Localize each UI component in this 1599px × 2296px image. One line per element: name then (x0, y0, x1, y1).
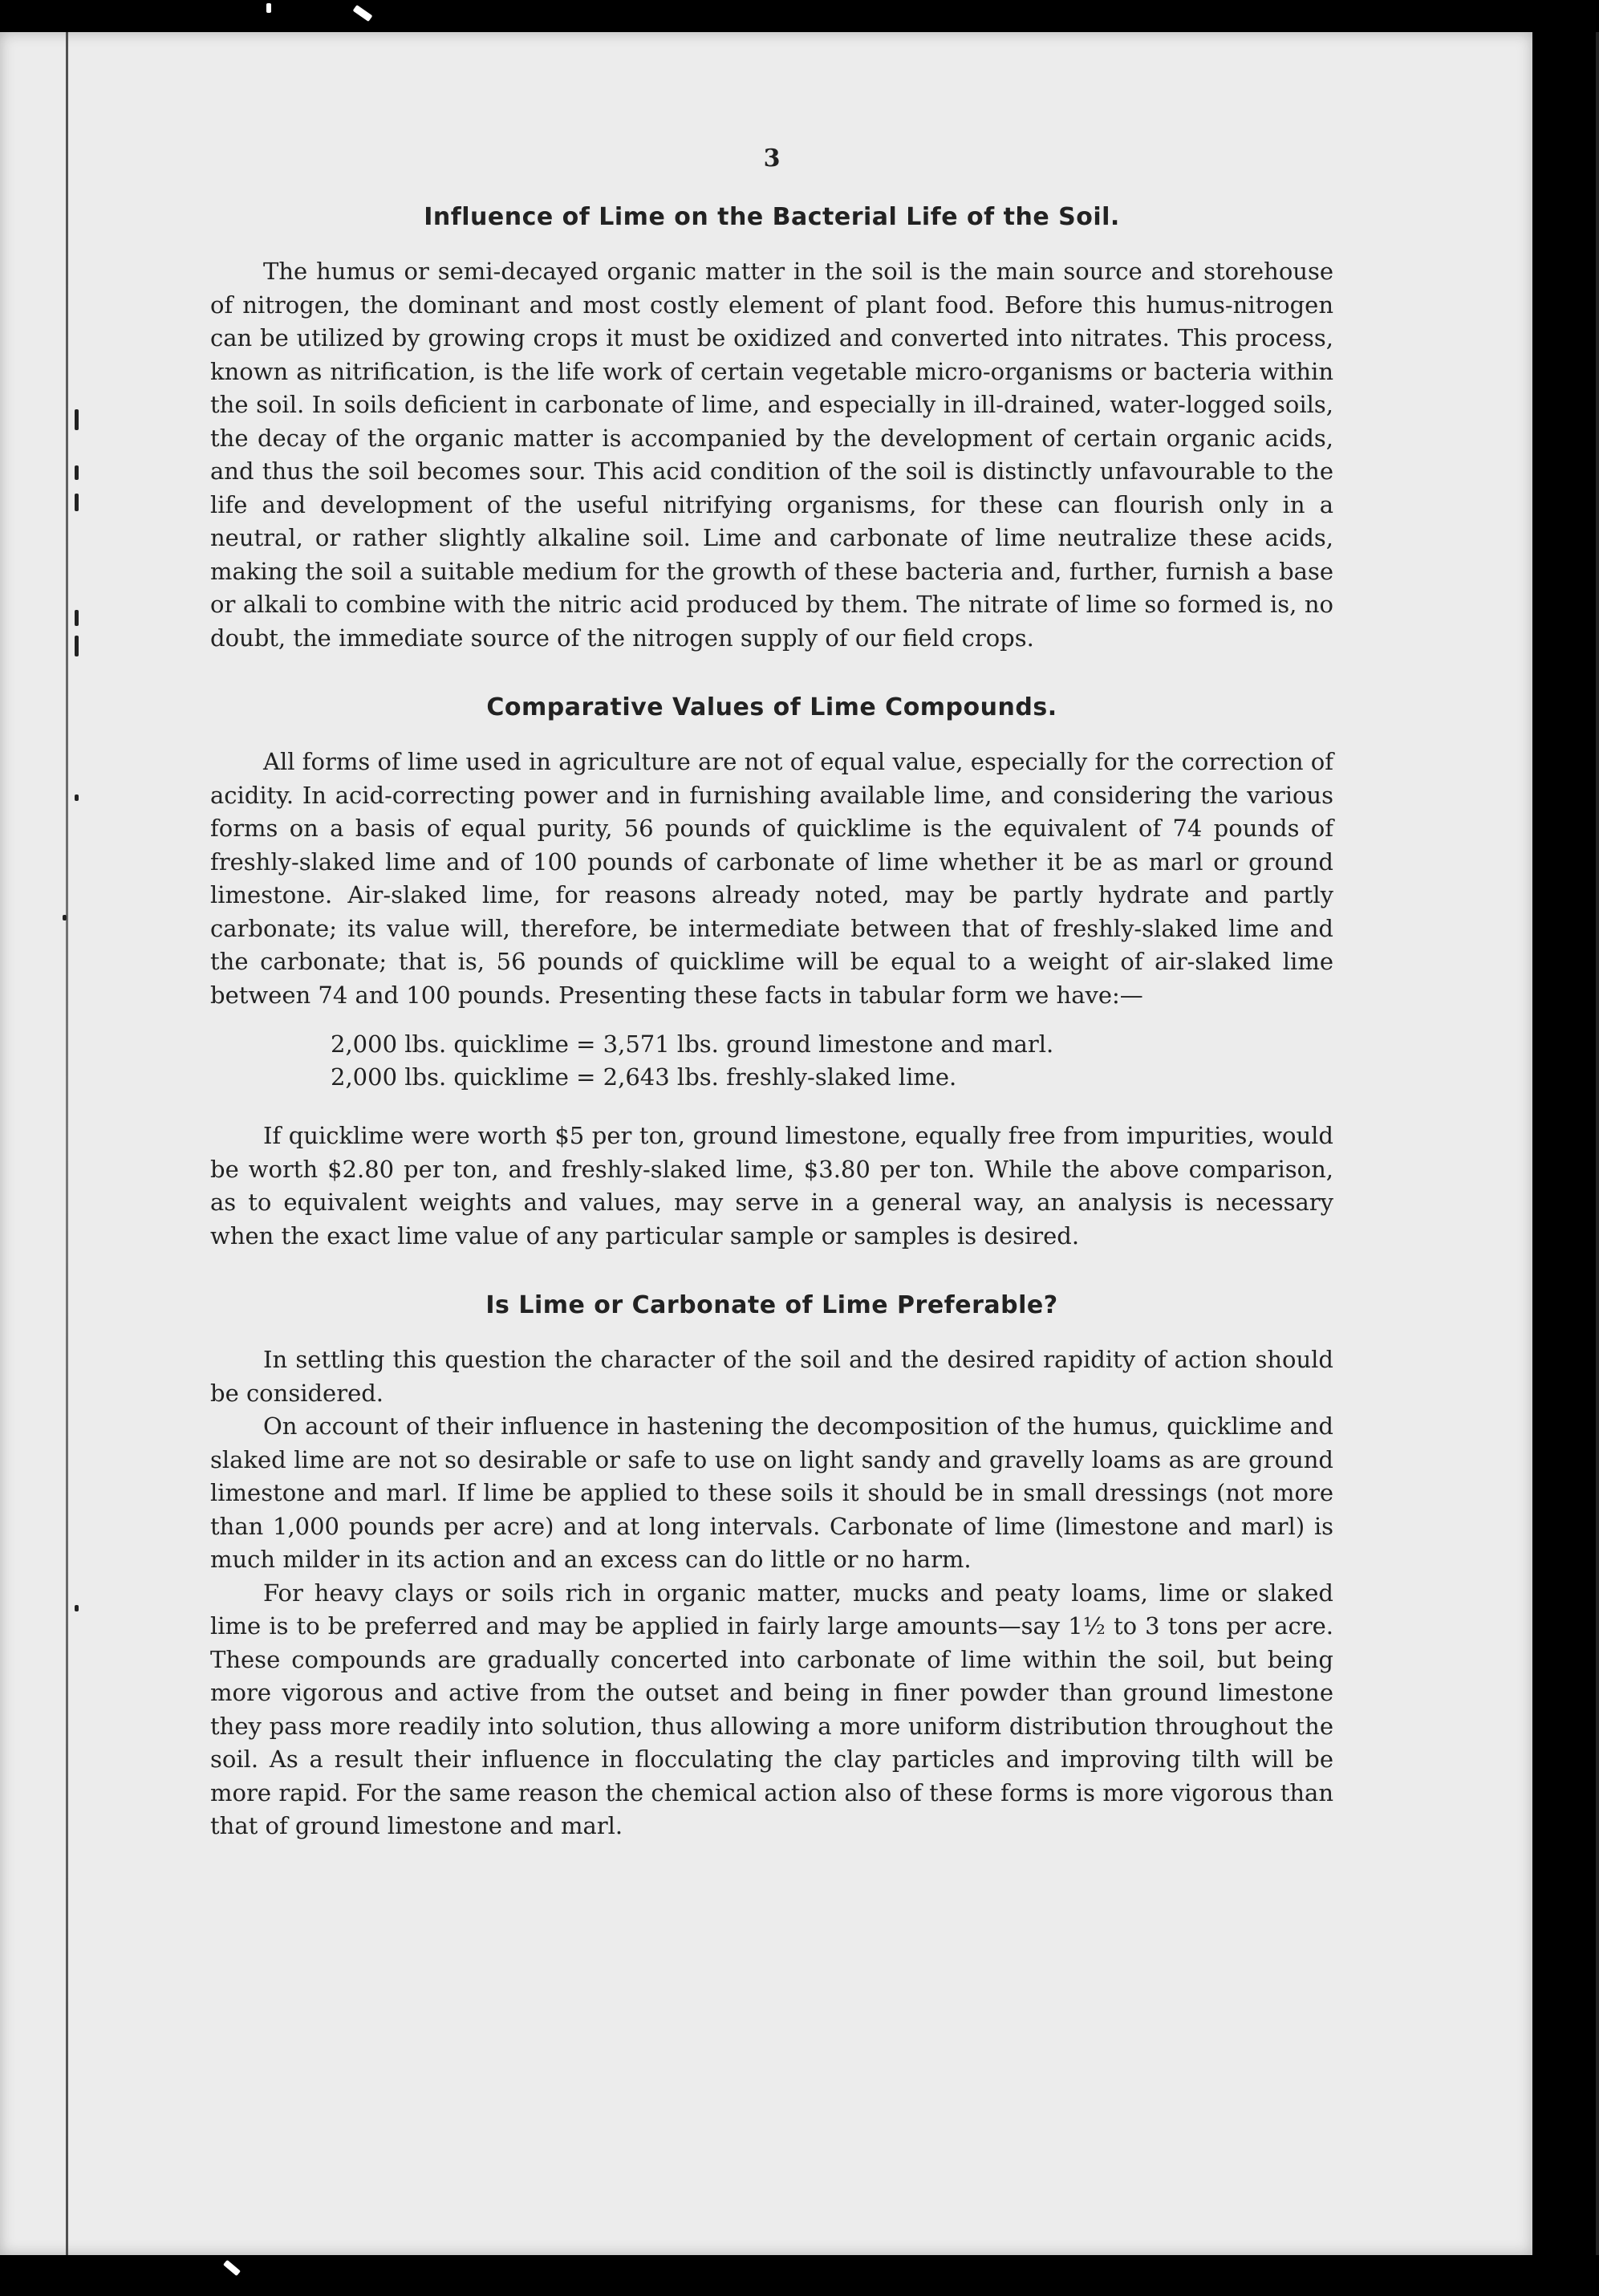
paragraph: For heavy clays or soils rich in organic matter, mucks and peaty loams, lime or slaked lime is to be preferred and may be applied in fairly large amounts—say 1½ to 3 tons per acre. These compounds are gradually concerted into carbonate of lime within the soil, but being more vigorous and active from the outset and being in finer powder than ground limestone they pass more readily into solution, thus allowing a more uniform distribution throughout the soil. As a result their influence in flocculating the clay particles and improving tilth will be more rapid. For the same reason the chemical action also of these forms is more vigorous than that of ground limestone and marl. (210, 1579, 1333, 1839)
equivalence-table (331, 1028, 1333, 1094)
paragraph: If quicklime were worth $5 per ton, ground limestone, equally free from impurities, would be worth $2.80 per ton, and freshly-slaked lime, $3.80 per ton. While the above comparison, as to equivalent weights and values, may serve in a general way, an analysis is necessary when the exact lime value of any particular sample or samples is desired. (210, 1122, 1333, 1250)
paragraph: On account of their influence in hastening the decomposition of the humus, quicklime and slaked lime are not so desirable or safe to use on light sandy and gravelly loams as are ground limestone and marl. If lime be applied to these soils it should be in small dressings (not more than 1,000 pounds per acre) and at long intervals. Carbonate of lime (limestone and marl) is much milder in its action and an excess can do little or no harm. (210, 1412, 1333, 1573)
page-content (210, 144, 1333, 1882)
scan-artifact-top (353, 5, 373, 22)
section-heading: Comparative Values of Lime Compounds. (486, 693, 1057, 721)
table-row: 2,000 lbs. quicklime = 3,571 lbs. ground limestone and marl. (331, 1030, 1054, 1058)
document-page (0, 32, 1532, 2255)
margin-mark (75, 494, 79, 511)
paragraph: In settling this question the character of the soil and the desired rapidity of action should be considered. (210, 1346, 1333, 1407)
section-lime-or-carbonate (210, 1291, 1333, 1843)
page-fold-line (66, 32, 68, 2255)
margin-mark (75, 636, 79, 656)
margin-mark (75, 409, 79, 430)
margin-mark (75, 1605, 79, 1611)
section-heading: Is Lime or Carbonate of Lime Preferable? (485, 1291, 1058, 1319)
scan-artifact-bottom (223, 2260, 241, 2276)
table-row: 2,000 lbs. quicklime = 2,643 lbs. freshly-slaked lime. (331, 1063, 957, 1091)
margin-mark (63, 915, 67, 920)
margin-mark (75, 610, 79, 626)
margin-mark (75, 794, 79, 801)
paragraph: The humus or semi-decayed organic matter in the soil is the main source and storehouse of nitrogen, the dominant and most costly element of plant food. Before this humus-nitrogen can be utilized by growing crops it must be oxidized and converted into nitrates. This process, known as nitrification, is the life work of certain vegetable micro-organisms or bacteria within the soil. In soils deficient in carbonate of lime, and especially in ill-drained, water-logged soils, the decay of the organic matter is accompanied by the development of certain organic acids, and thus the soil becomes sour. This acid condition of the soil is distinctly unfavourable to the life and development of the useful nitrifying organisms, for these can flourish only in a neutral, or rather slightly alkaline soil. Lime and carbonate of lime neutralize these acids, making the soil a suitable medium for the growth of these bacteria and, further, furnish a base or alkali to combine with the nitric acid produced by them. The nitrate of lime so formed is, no doubt, the immediate source of the nitrogen supply of our field crops. (210, 258, 1333, 652)
section-heading: Influence of Lime on the Bacterial Life of the Soil. (424, 203, 1120, 231)
section-bacterial-life (210, 203, 1333, 655)
scan-artifact-top-small (266, 3, 271, 13)
section-comparative-values (210, 693, 1333, 1253)
margin-mark (75, 465, 79, 480)
page-number: 3 (763, 144, 781, 173)
page-edge-shadow (1596, 32, 1599, 2255)
paragraph: All forms of lime used in agriculture are not of equal value, especially for the correction of acidity. In acid-correcting power and in furnishing available lime, and considering the various forms on a basis of equal purity, 56 pounds of quicklime is the equivalent of 74 pounds of freshly-slaked lime and of 100 pounds of carbonate of lime whether it be as marl or ground limestone. Air-slaked lime, for reasons already noted, may be partly hydrate and partly carbonate; its value will, therefore, be intermediate between that of freshly-slaked lime and the carbonate; that is, 56 pounds of quicklime will be equal to a weight of air-slaked lime between 74 and 100 pounds. Presenting these facts in tabular form we have:— (210, 748, 1333, 1009)
